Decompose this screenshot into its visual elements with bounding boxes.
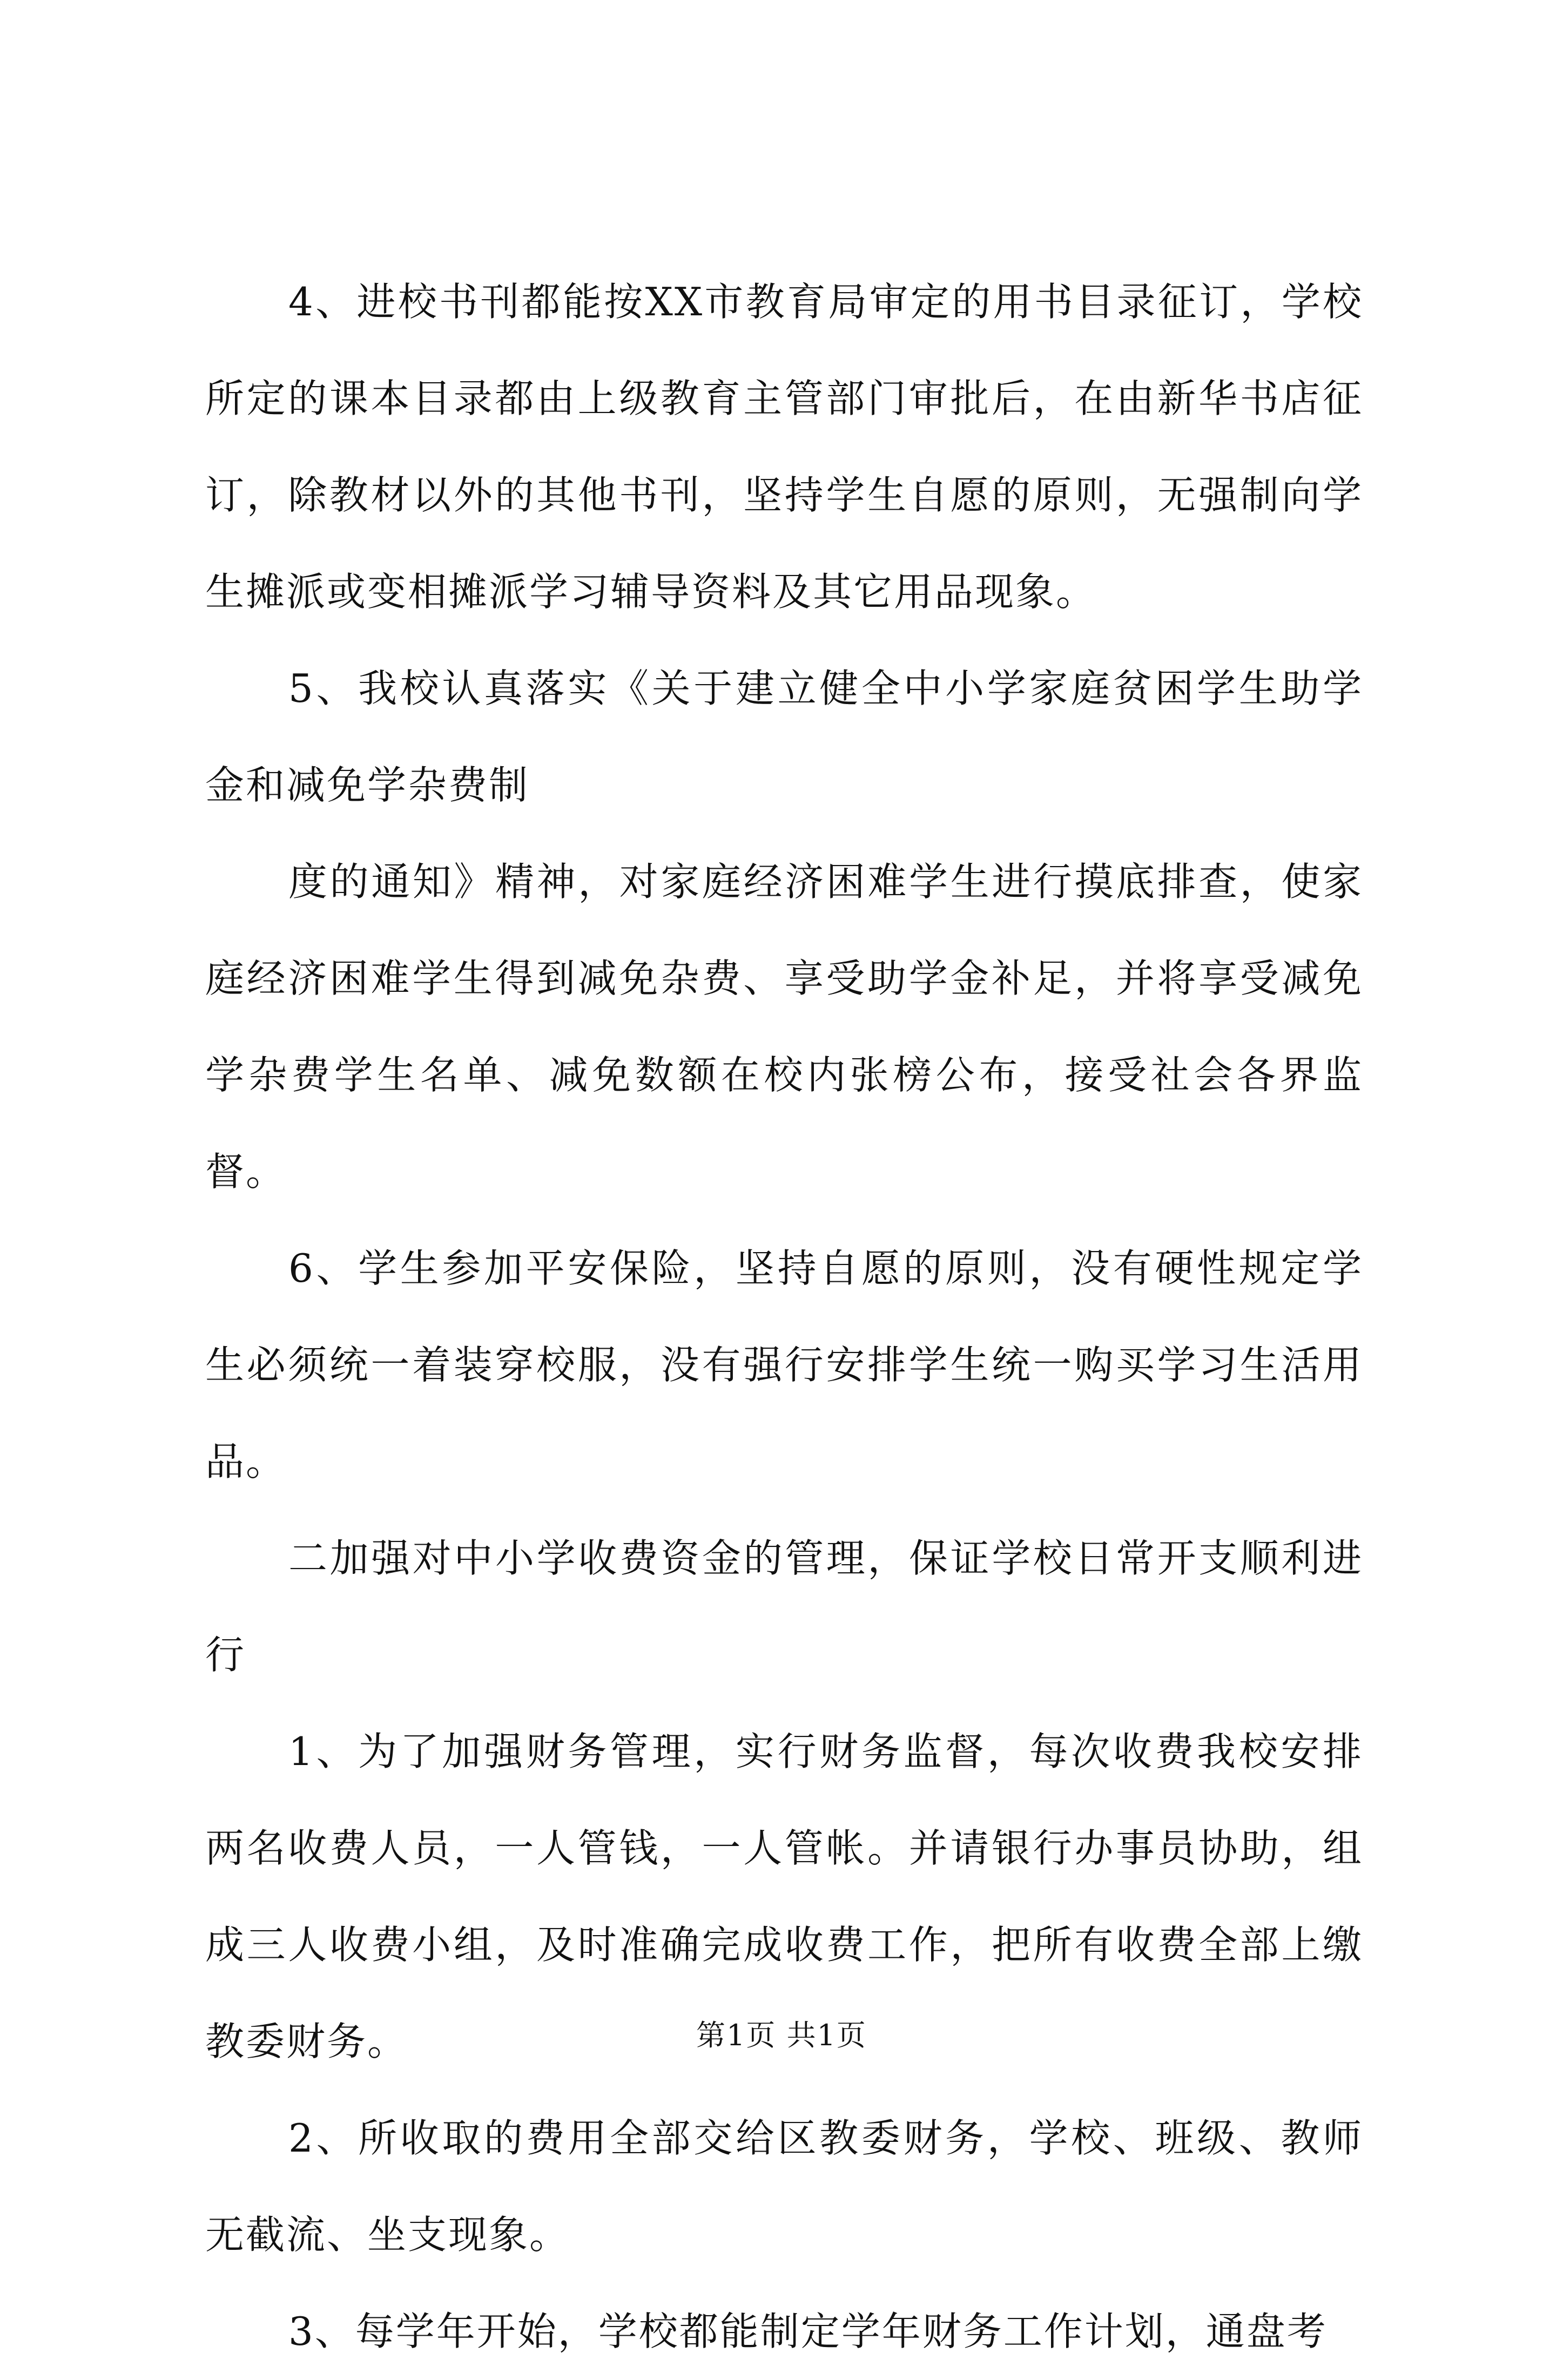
- paragraph-item-5-continued: 度的通知》精神，对家庭经济困难学生进行摸底排查，使家庭经济困难学生得到减免杂费、享受助学金补足，并将享受减免学杂费学生名单、减免数额在校内张榜公布，接受社会各界监督。: [205, 859, 1363, 1194]
- page-footer: 第1页 共1页: [696, 2018, 867, 2052]
- document-body: [205, 254, 1363, 2380]
- paragraph-item-5: 5、我校认真落实《关于建立健全中小学家庭贫困学生助学金和减免学杂费制: [205, 666, 1363, 808]
- paragraph-item-1: 1、为了加强财务管理，实行财务监督，每次收费我校安排两名收费人员，一人管钱，一人管帐。并请银行办事员协助，组成三人收费小组，及时准确完成收费工作，把所有收费全部上缴教委财务。: [205, 1729, 1363, 2064]
- paragraph-item-3: 3、每学年开始，学校都能制定学年财务工作计划，通盘考: [288, 2309, 1328, 2354]
- paragraph-item-4: 4、进校书刊都能按XX市教育局审定的用书目录征订，学校所定的课本目录都由上级教育主管部门审批后，在由新华书店征订，除教材以外的其他书刊，坚持学生自愿的原则，无强制向学生摊派或变相摊派学习辅导资料及其它用品现象。: [205, 279, 1363, 614]
- section-heading-2: 二加强对中小学收费资金的管理，保证学校日常开支顺利进行: [205, 1536, 1363, 1678]
- paragraph-item-2: 2、所收取的费用全部交给区教委财务，学校、班级、教师无截流、坐支现象。: [205, 2115, 1363, 2257]
- paragraph-item-6: 6、学生参加平安保险，坚持自愿的原则，没有硬性规定学生必须统一着装穿校服，没有强行安排学生统一购买学习生活用品。: [205, 1246, 1363, 1484]
